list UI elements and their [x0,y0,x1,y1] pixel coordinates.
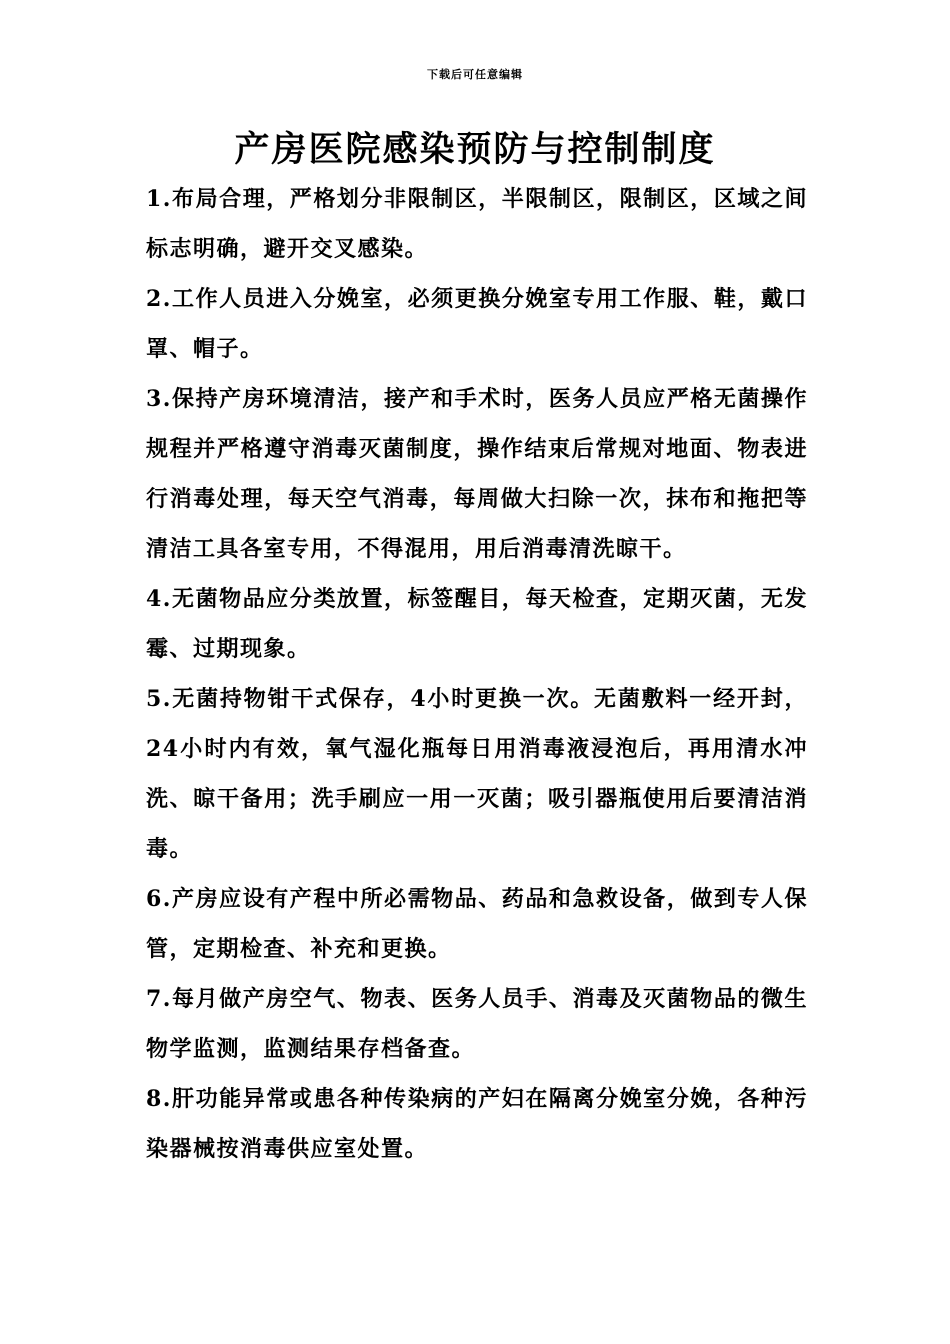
paragraph-2: 2.工作人员进入分娩室，必须更换分娩室专用工作服、鞋，戴口罩、帽子。 [146,286,808,362]
header-note: 下载后可任意编辑 [427,68,523,81]
document-body [146,174,808,1174]
paragraph-4: 4.无菌物品应分类放置，标签醒目，每天检查，定期灭菌，无发霉、过期现象。 [146,586,808,662]
paragraph-5: 5.无菌持物钳干式保存，4小时更换一次。无菌敷料一经开封，24小时内有效，氧气湿化瓶每日用消毒液浸泡后，再用清水冲洗、晾干备用；洗手刷应一用一灭菌；吸引器瓶使用后要清洁消毒。 [146,686,808,862]
paragraph-3: 3.保持产房环境清洁，接产和手术时，医务人员应严格无菌操作规程并严格遵守消毒灭菌制度，操作结束后常规对地面、物表进行消毒处理，每天空气消毒，每周做大扫除一次，抹布和拖把等清洁工具各室专用，不得混用，用后消毒清洗晾干。 [146,386,808,562]
paragraph-1: 1.布局合理，严格划分非限制区，半限制区，限制区，区域之间标志明确，避开交叉感染。 [146,186,808,262]
paragraph-8: 8.肝功能异常或患各种传染病的产妇在隔离分娩室分娩，各种污染器械按消毒供应室处置。 [146,1086,808,1162]
paragraph-7: 7.每月做产房空气、物表、医务人员手、消毒及灭菌物品的微生物学监测，监测结果存档备查。 [146,986,808,1062]
paragraph-6: 6.产房应设有产程中所必需物品、药品和急救设备，做到专人保管，定期检查、补充和更换。 [146,886,808,962]
page-title: 产房医院感染预防与控制制度 [234,129,716,170]
